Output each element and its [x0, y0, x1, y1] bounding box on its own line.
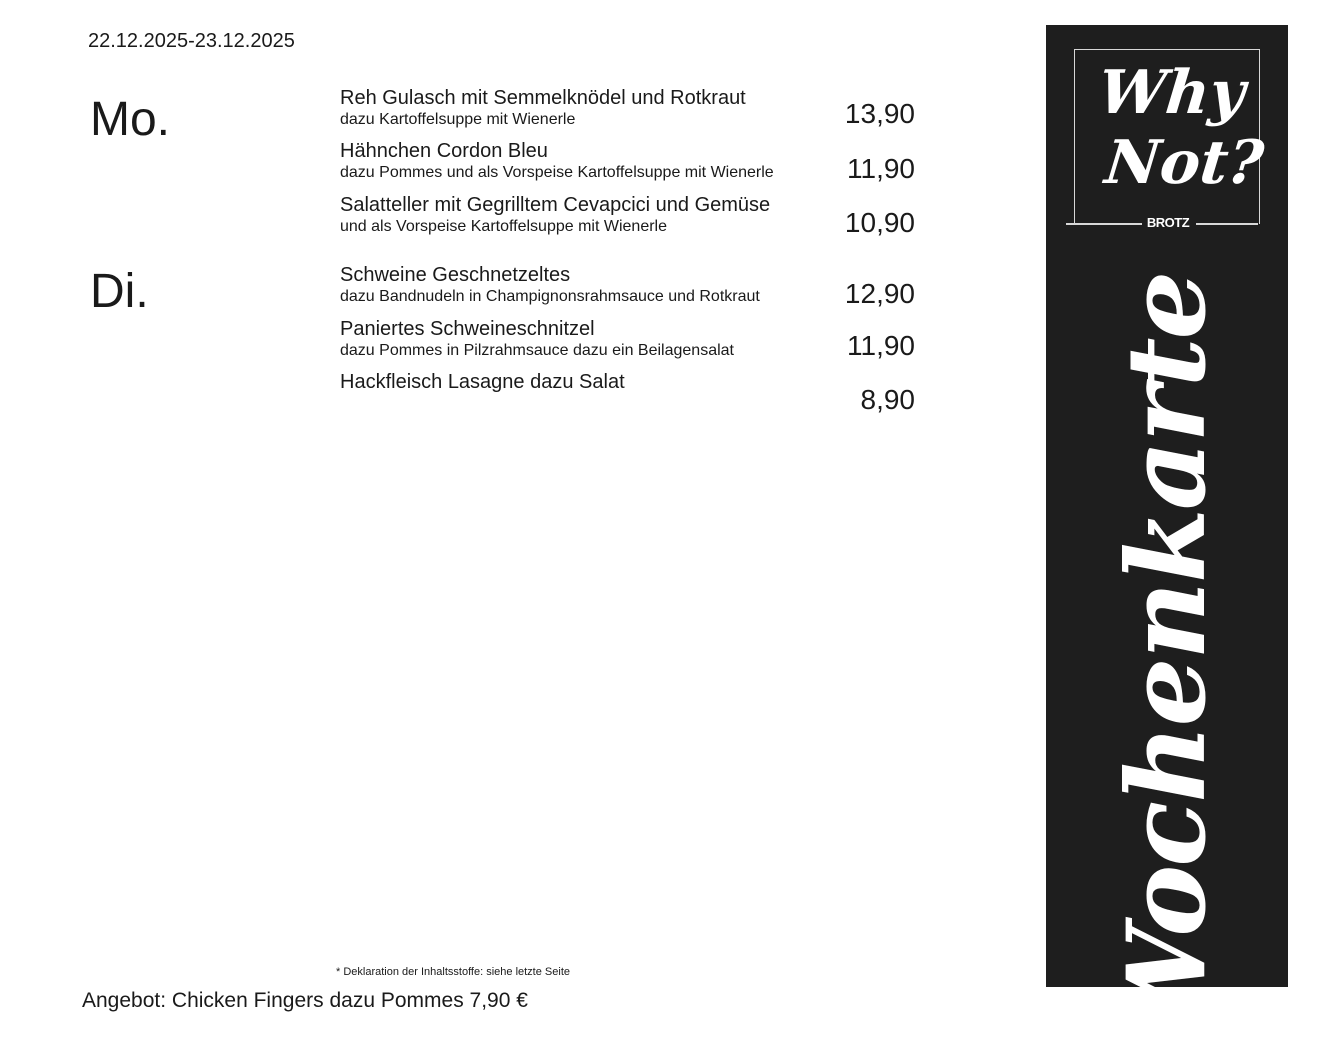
- dish-name: Hähnchen Cordon Bleu: [340, 140, 548, 162]
- dish-name: Paniertes Schweineschnitzel: [340, 318, 595, 340]
- dish-description: dazu Kartoffelsuppe mit Wienerle: [340, 111, 576, 128]
- dish-description: und als Vorspeise Kartoffelsuppe mit Wienerle: [340, 218, 667, 235]
- dish-description: dazu Pommes und als Vorspeise Kartoffelsuppe mit Wienerle: [340, 164, 774, 181]
- menu-item: [340, 263, 840, 307]
- dish-name: Salatteller mit Gegrilltem Cevapcici und Gemüse: [340, 194, 771, 216]
- dish-price: 11,90: [847, 153, 915, 184]
- day-label-monday: Mo.: [90, 93, 171, 146]
- dish-price: 12,90: [844, 278, 915, 309]
- logo-rule-left: [1066, 223, 1142, 225]
- menu-item: [340, 139, 840, 183]
- dish-name: Hackfleisch Lasagne dazu Salat: [340, 371, 625, 393]
- dish-price: 8,90: [860, 384, 915, 415]
- logo-brand: BROTZ: [1146, 215, 1190, 230]
- banner-title-text: Wochenkarte: [1104, 272, 1230, 1047]
- dish-description: dazu Bandnudeln in Champignonsrahmsauce und Rotkraut: [340, 288, 760, 305]
- logo-wordmark: [1051, 58, 1286, 198]
- menu-item: [340, 193, 840, 237]
- menu-item: [340, 317, 840, 361]
- dish-description: dazu Pommes in Pilzrahmsauce dazu ein Beilagensalat: [340, 342, 734, 359]
- dish-name: Schweine Geschnetzeltes: [340, 264, 571, 286]
- day-label-tuesday: Di.: [90, 265, 149, 318]
- logo-line-2: Not?: [1101, 128, 1267, 198]
- dish-price: 11,90: [847, 330, 915, 361]
- logo-rule-right: [1196, 223, 1258, 225]
- dish-price: 13,90: [844, 98, 915, 129]
- date-range: 22.12.2025-23.12.2025: [88, 30, 295, 52]
- logo-line-1: Why: [1095, 58, 1249, 128]
- dish-name: Reh Gulasch mit Semmelknödel und Rotkraut: [340, 87, 746, 109]
- menu-item: [340, 370, 840, 394]
- menu-item: [340, 86, 840, 130]
- dish-price: 10,90: [844, 207, 915, 238]
- special-offer: Angebot: Chicken Fingers dazu Pommes 7,90 €: [82, 989, 528, 1012]
- allergen-footnote: * Deklaration der Inhaltsstoffe: siehe letzte Seite: [336, 966, 570, 978]
